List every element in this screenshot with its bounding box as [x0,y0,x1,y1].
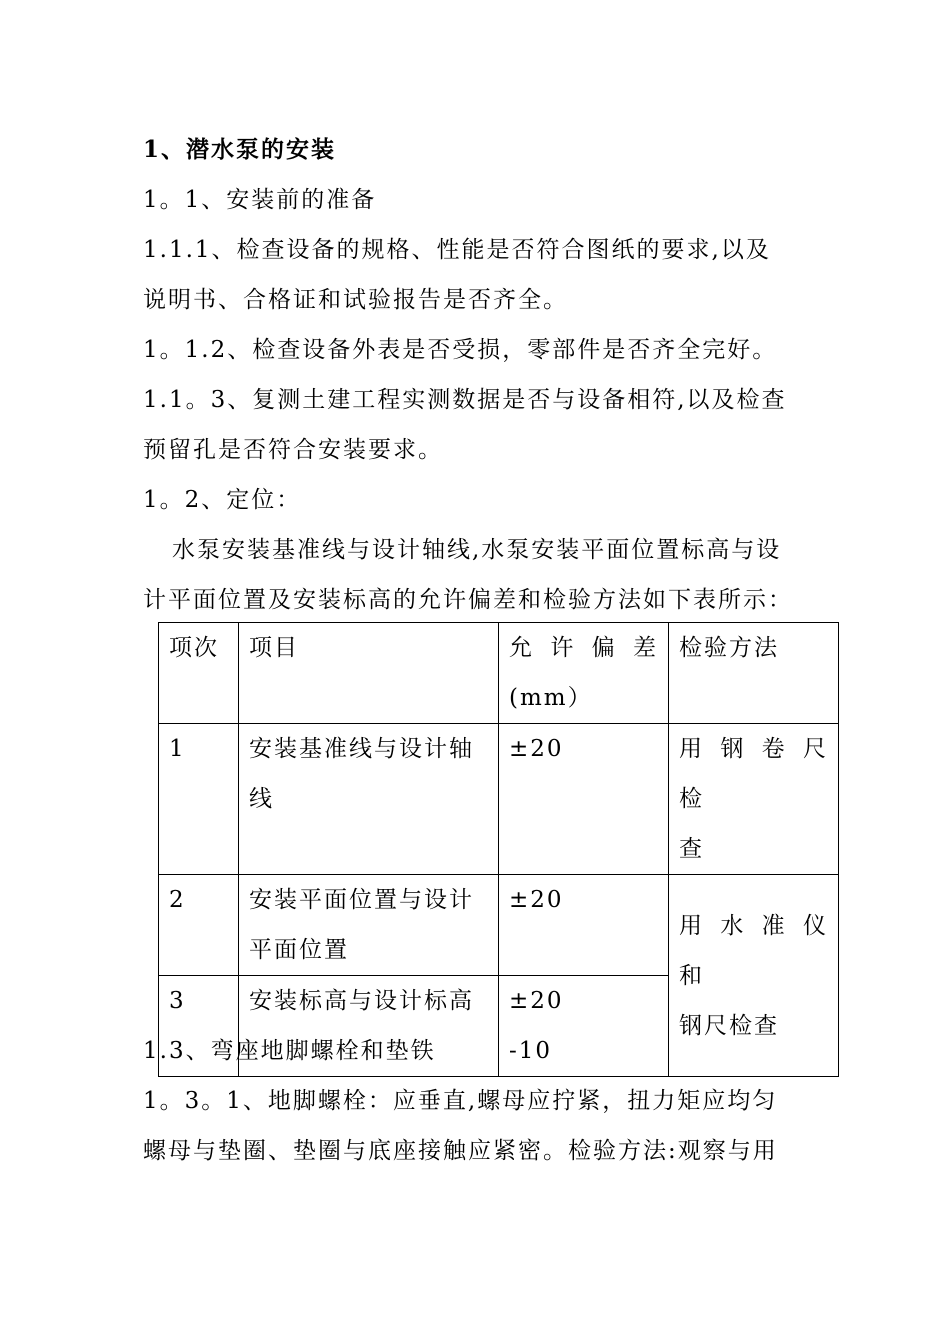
paragraph-1-1-3-line1: 1.1。3、复测土建工程实测数据是否与设备相符,以及检查 [143,387,787,413]
paragraph-1-1-1-line1: 1.1.1、检查设备的规格、性能是否符合图纸的要求,以及 [143,237,771,263]
cell-tolerance [499,976,669,1077]
section-heading: 1、潜水泵的安装 [143,136,337,163]
header-method: 检验方法 [669,623,839,724]
header-item: 项目 [239,623,499,724]
paragraph-1-3-1-line2: 螺母与垫圈、垫圈与底座接触应紧密。检验方法:观察与用 [143,1138,778,1164]
paragraph-positioning-line2: 计平面位置及安装标高的允许偏差和检验方法如下表所示： [143,587,793,613]
paragraph-1-1-3-line2: 预留孔是否符合安装要求。 [143,437,443,463]
cell-method-merged [669,875,839,1077]
subheading-1-2: 1。2、定位： [143,487,302,513]
table-row [159,724,839,875]
subheading-1-1: 1。1、安装前的准备 [143,187,377,213]
cell-item [239,724,499,875]
cell-item-line2: 线 [249,786,274,812]
paragraph-1-1-1-line2: 说明书、合格证和试验报告是否齐全。 [143,287,568,313]
cell-no: 3 [159,976,239,1077]
cell-method-line1: 用 钢 卷 尺 检 [679,736,828,812]
paragraph-positioning-line1: 水泵安装基准线与设计轴线,水泵安装平面位置标高与设 [172,537,782,563]
cell-tolerance-line2: -10 [509,1038,553,1064]
paragraph-1-3-1-line1: 1。3。1、地脚螺栓：应垂直,螺母应拧紧，扭力矩应均匀 [143,1088,778,1114]
header-item-no: 项次 [159,623,239,724]
cell-no: 1 [159,724,239,875]
header-tolerance [499,623,669,724]
cell-tolerance: ±20 [499,875,669,976]
cell-item-line1: 安装基准线与设计轴 [249,736,474,762]
cell-item-line2: 平面位置 [249,937,349,963]
cell-item [239,875,499,976]
cell-tolerance: ±20 [499,724,669,875]
table-row [159,875,839,976]
cell-method-line2: 查 [679,836,704,862]
tolerance-table [158,622,839,1077]
cell-item-line1: 安装平面位置与设计 [249,887,474,913]
cell-no: 2 [159,875,239,976]
cell-method [669,724,839,875]
cell-method-merged-line2: 钢尺检查 [679,1012,779,1039]
header-tolerance-line2: (mm） [509,685,593,711]
header-tolerance-line1: 允 许 偏 差 [509,635,658,661]
paragraph-1-1-2: 1。1.2、检查设备外表是否受损，零部件是否齐全完好。 [143,337,778,363]
subheading-1-3: 1.3、弯座地脚螺栓和垫铁 [143,1038,436,1064]
cell-item: 安装标高与设计标高 [239,976,499,1077]
cell-tolerance-line1: ±20 [509,988,564,1014]
cell-method-merged-line1: 用 水 准 仪 和 [679,912,828,989]
table-header-row [159,623,839,724]
